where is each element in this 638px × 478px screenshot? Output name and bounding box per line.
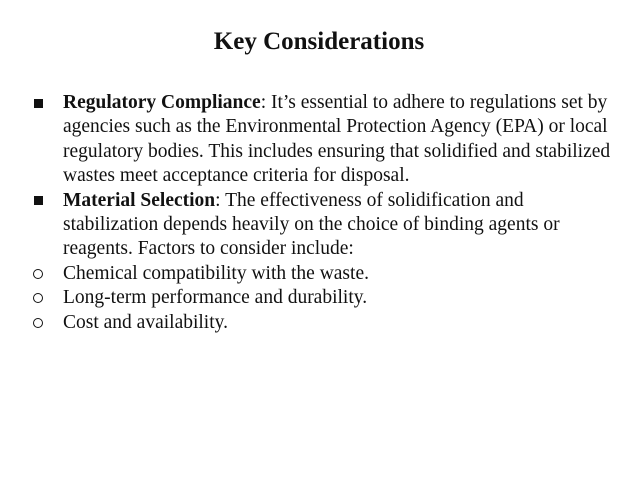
- list-item-regulatory-compliance: [28, 91, 618, 189]
- list-item-material-selection: [28, 189, 618, 262]
- circle-bullet-icon: [28, 311, 48, 335]
- square-bullet-icon: [28, 189, 48, 213]
- item-text: Cost and availability.: [63, 311, 228, 333]
- item-text: : The effectiveness of solidification and stabilization depends heavily on the choice of binding agents or reagents. Factors to consider include:: [63, 189, 560, 260]
- item-text: : It’s essential to adhere to regulations set by agencies such as the Environmental Protection Agency (EPA) or local regulatory bodies. This includes ensuring that solidified and stabilized wastes meet acceptance criteria for disposal.: [63, 92, 611, 187]
- circle-bullet-icon: [28, 262, 48, 286]
- bullet-list: [28, 91, 618, 335]
- list-item-chemical-compatibility: [28, 262, 618, 286]
- item-label: Material Selection: [63, 189, 216, 211]
- slide-title: Key Considerations: [213, 28, 425, 55]
- item-text: Chemical compatibility with the waste.: [63, 262, 369, 284]
- item-label: Regulatory Compliance: [63, 92, 261, 113]
- list-item-long-term-performance: [28, 286, 618, 310]
- list-item-cost-availability: [28, 311, 618, 335]
- item-text: Long-term performance and durability.: [63, 287, 368, 309]
- circle-bullet-icon: [28, 286, 48, 310]
- square-bullet-icon: [28, 91, 48, 115]
